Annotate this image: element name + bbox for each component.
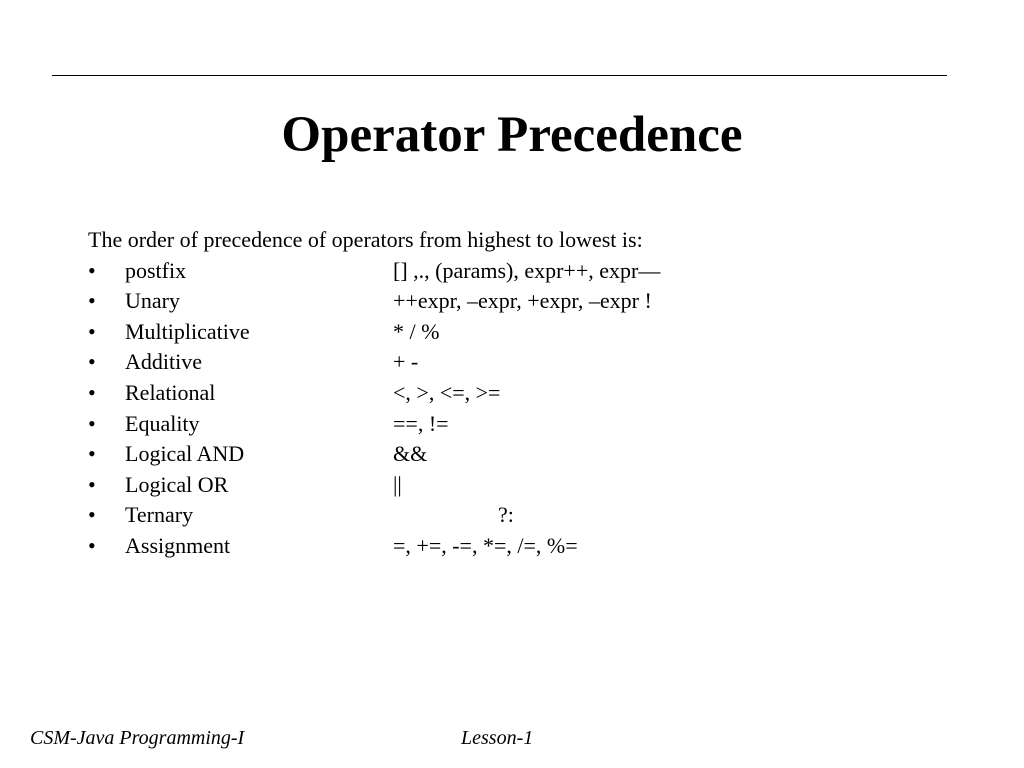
operator-category: Logical AND [125,441,245,467]
list-item [88,500,968,531]
operator-category: Equality [125,410,200,436]
top-rule [52,75,947,76]
operator-symbols: || [393,471,402,497]
operator-symbols: ++expr, –expr, +expr, –expr ! [393,288,652,314]
bullet-icon: • [88,379,96,405]
list-item [88,409,968,440]
operator-category: Unary [125,288,180,314]
operator-category: Logical OR [125,471,229,497]
operator-symbols: <, >, <=, >= [393,379,501,405]
bullet-icon: • [88,257,96,283]
bullet-icon: • [88,349,96,375]
list-item [88,347,968,378]
operator-symbols: ?: [498,502,514,528]
operator-category: Assignment [125,532,231,558]
list-item [88,317,968,348]
bullet-icon: • [88,441,96,467]
operator-category: Ternary [125,502,194,528]
operator-category: postfix [125,257,187,283]
operator-category: Multiplicative [125,318,250,344]
operator-symbols: && [393,441,428,467]
list-item [88,470,968,501]
operator-category: Relational [125,379,216,405]
bullet-icon: • [88,471,96,497]
operator-symbols: * / % [393,318,440,344]
operator-category: Additive [125,349,202,375]
list-item [88,531,968,562]
list-item [88,378,968,409]
bullet-icon: • [88,502,96,528]
bullet-icon: • [88,410,96,436]
list-item [88,256,968,287]
operator-symbols: =, +=, -=, *=, /=, %= [393,532,578,558]
footer-course-name: CSM-Java Programming-I [30,727,245,749]
slide-content [88,225,968,562]
operator-symbols: ==, != [393,410,449,436]
operator-symbols: + - [393,349,419,375]
intro-text: The order of precedence of operators from highest to lowest is: [88,227,643,252]
footer-lesson-label: Lesson-1 [461,727,534,749]
operator-symbols: [] ,., (params), expr++, expr— [393,257,661,283]
bullet-icon: • [88,532,96,558]
operator-list [88,256,968,562]
list-item [88,439,968,470]
list-item [88,286,968,317]
bullet-icon: • [88,318,96,344]
slide-title: Operator Precedence [281,107,743,163]
bullet-icon: • [88,288,96,314]
